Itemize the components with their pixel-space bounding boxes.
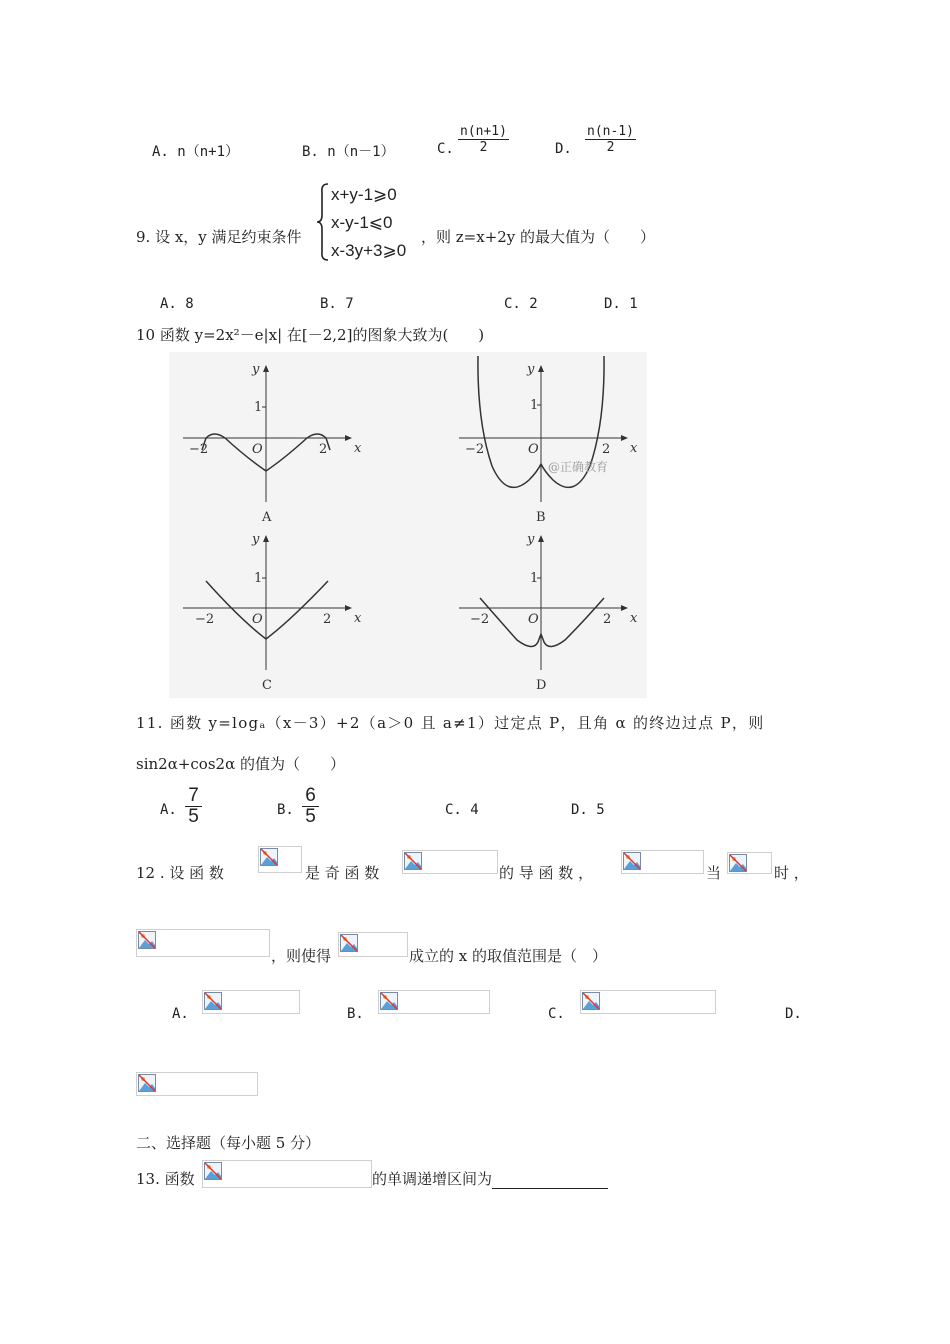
q12-text-1: 12 . 设 函 数 — [136, 864, 224, 882]
q9-option-d: D. 1 — [604, 296, 638, 312]
origin-label: O — [252, 442, 263, 457]
tick-pos-label: 2 — [602, 442, 611, 457]
broken-image-icon — [727, 852, 772, 874]
q10-stem: 10 函数 y=2x²－e|x| 在[－2,2]的图象大致为( ) — [136, 326, 485, 344]
q12-text-7: 成立的 x 的取值范围是（ ） — [409, 947, 607, 965]
tick-one-label: 1 — [530, 398, 539, 413]
fraction-numerator: n(n-1) — [587, 124, 634, 139]
q9-prefix: 9. 设 x，y 满足约束条件 — [136, 228, 302, 246]
broken-image-icon — [580, 990, 716, 1014]
brace-icon — [316, 182, 330, 262]
q9-option-a: A. 8 — [160, 296, 194, 312]
axis-y-label: y — [527, 532, 535, 547]
q12-option-b-label: B. — [347, 1006, 364, 1022]
q13-suffix — [372, 1168, 608, 1189]
fraction-numerator: 7 — [185, 786, 202, 807]
q11-option-d: D. 5 — [571, 802, 605, 818]
q8-option-b: B. n（n－1） — [302, 144, 395, 160]
watermark: @正确教育 — [548, 460, 609, 474]
q11-option-a-label: A. — [160, 802, 177, 818]
tick-pos-label: 2 — [603, 612, 612, 627]
broken-image-icon — [338, 932, 408, 957]
q12-option-a-label: A. — [172, 1006, 189, 1022]
q12-text-6: ，则使得 — [271, 947, 332, 965]
q12-option-d-label: D. — [785, 1006, 802, 1022]
constraint-2: x-y-1⩽0 — [331, 213, 393, 232]
q12-text-4: 当 — [706, 864, 722, 882]
fraction-denominator: 2 — [606, 140, 615, 155]
axis-y-label: y — [252, 362, 260, 377]
q12-text-2: 是 奇 函 数 — [305, 864, 380, 882]
graph-c-label: C — [262, 678, 272, 693]
axis-x-label: x — [354, 441, 362, 456]
fraction-numerator: 6 — [302, 786, 319, 807]
tick-one-label: 1 — [254, 400, 263, 415]
q10-graphs-figure — [169, 352, 647, 698]
q8-option-d-label: D. — [555, 141, 572, 157]
tick-one-label: 1 — [530, 571, 539, 586]
tick-neg-label: −2 — [195, 612, 215, 627]
q9-constraint-system — [331, 181, 406, 265]
tick-neg-label: −2 — [465, 442, 485, 457]
origin-label: O — [528, 612, 539, 627]
origin-label: O — [252, 612, 263, 627]
q12-text-5: 时 ， — [774, 864, 809, 882]
q9-suffix: ，则 z=x+2y 的最大值为（ ） — [421, 228, 656, 246]
axis-y-label: y — [252, 532, 260, 547]
q8-option-a: A. n（n+1） — [152, 144, 240, 160]
tick-one-label: 1 — [254, 571, 263, 586]
q11-line2: sin2α+cos2α 的值为（ ） — [136, 755, 345, 773]
graph-a-label: A — [262, 510, 272, 525]
q8-option-d-fraction — [585, 124, 636, 155]
q11-option-b-fraction — [302, 786, 319, 827]
fraction-denominator: 2 — [479, 140, 488, 155]
q11-option-b-label: B. — [277, 802, 294, 818]
q11-option-a-fraction — [185, 786, 202, 827]
origin-label: O — [528, 442, 539, 457]
axis-y-label: y — [527, 362, 535, 377]
q9-option-b: B. 7 — [320, 296, 354, 312]
fraction-numerator: n(n+1) — [460, 124, 507, 139]
q9-option-c: C. 2 — [504, 296, 538, 312]
axis-x-label: x — [630, 441, 638, 456]
constraint-3: x-3y+3⩾0 — [331, 241, 407, 260]
broken-image-icon — [378, 990, 490, 1014]
section-heading: 二、选择题（每小题 5 分） — [136, 1134, 321, 1152]
graph-d-label: D — [536, 678, 547, 693]
q8-option-c-label: C. — [437, 141, 454, 157]
fraction-denominator: 5 — [188, 806, 199, 827]
tick-pos-label: 2 — [323, 612, 332, 627]
tick-neg-label: −2 — [470, 612, 490, 627]
q13-prefix: 13. 函数 — [136, 1170, 195, 1188]
fraction-denominator: 5 — [305, 806, 316, 827]
graph-b-label: B — [536, 510, 546, 525]
q12-option-c-label: C. — [548, 1006, 565, 1022]
axis-x-label: x — [630, 611, 638, 626]
axis-x-label: x — [354, 611, 362, 626]
broken-image-icon — [402, 850, 498, 874]
q8-option-c-fraction — [458, 124, 509, 155]
q13-suffix-text: 的单调递增区间为 — [372, 1170, 493, 1188]
answer-blank[interactable] — [492, 1174, 608, 1189]
broken-image-icon — [621, 850, 704, 874]
broken-image-icon — [136, 929, 270, 957]
q11-option-c: C. 4 — [445, 802, 479, 818]
broken-image-icon — [258, 846, 302, 873]
tick-pos-label: 2 — [319, 442, 328, 457]
broken-image-icon — [136, 1072, 258, 1096]
q11-line1: 11. 函数 y=logₐ（x－3）+2（a＞0 且 a≠1）过定点 P，且角 α 的终边过点 P，则 — [136, 714, 765, 732]
constraint-1: x+y-1⩾0 — [331, 185, 397, 204]
broken-image-icon — [202, 1160, 372, 1188]
q12-text-3: 的 导 函 数 ， — [499, 864, 594, 882]
tick-neg-label: −2 — [189, 442, 209, 457]
broken-image-icon — [202, 990, 300, 1014]
